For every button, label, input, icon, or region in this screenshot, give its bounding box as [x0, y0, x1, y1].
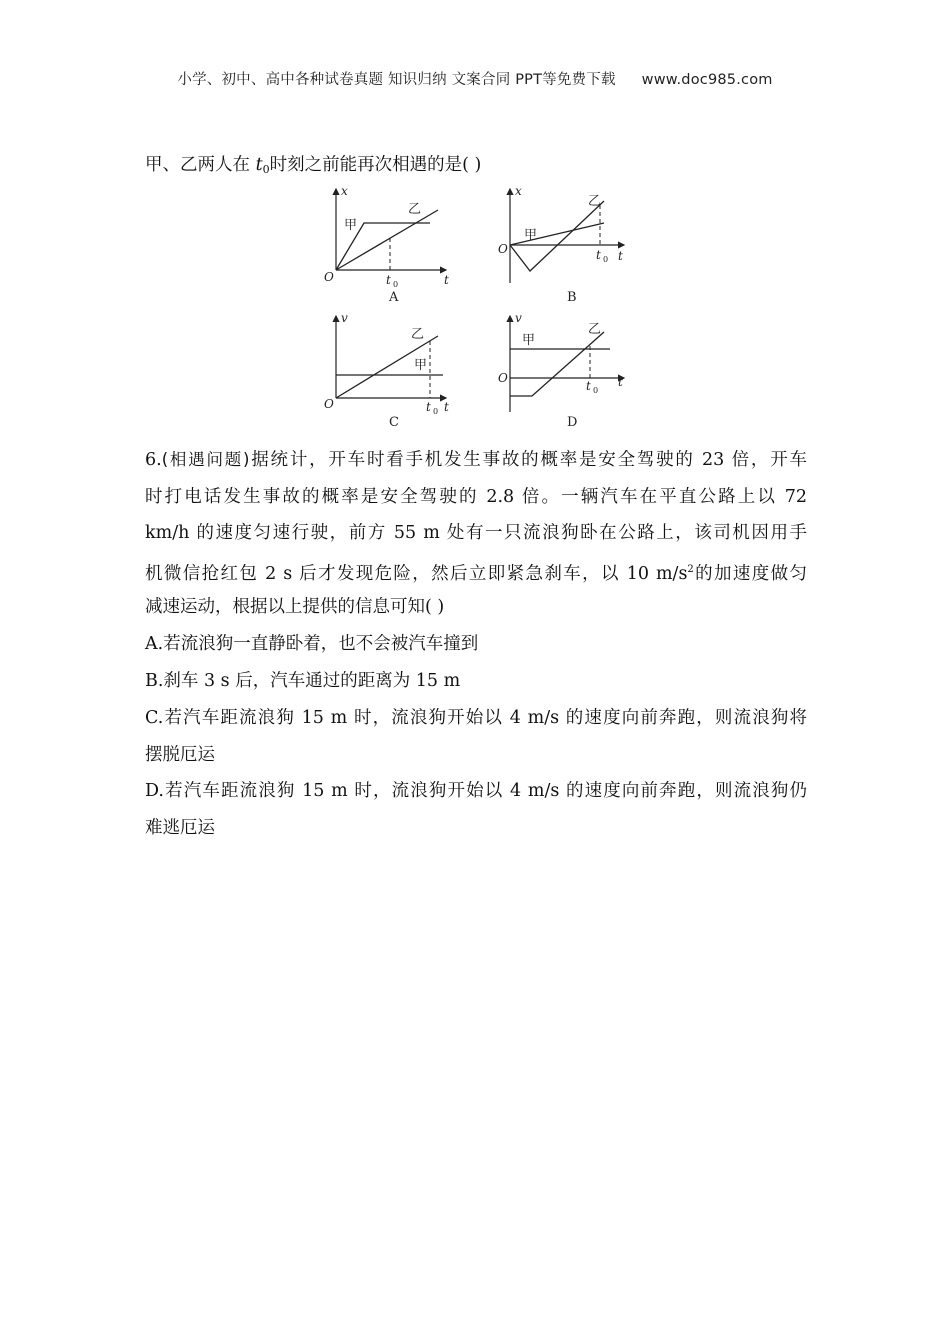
figure-a-x-label: x [341, 184, 348, 198]
q6-number: 6. [145, 450, 162, 470]
q6-line4-text-a: 机微信抢红包 2 s 后才发现危险，然后立即紧急刹车，以 10 m/s [145, 564, 688, 584]
figure-a [318, 183, 458, 308]
figure-d-t-label: t [618, 375, 623, 389]
figure-b-origin: O [498, 242, 508, 256]
figure-d [496, 310, 636, 435]
question-6-line-3: km/h 的速度匀速行驶，前方 55 m 处有一只流浪狗卧在公路上，该司机因用手 [145, 523, 807, 543]
figure-b-label-jia: 甲 [524, 228, 538, 243]
q6-line4-sup: 2 [687, 564, 694, 575]
figure-a-label-jia: 甲 [344, 218, 358, 233]
figure-c [318, 310, 458, 435]
page-header [0, 68, 950, 89]
figure-a-origin: O [324, 270, 334, 284]
figure-b-t0-label: t [596, 248, 601, 262]
q6-line4-text-b: 的加速度做匀 [693, 564, 807, 584]
header-text: 小学、初中、高中各种试卷真题 知识归纳 文案合同 PPT等免费下载 [177, 72, 616, 88]
question-6-line-4 [145, 558, 807, 586]
option-c-line-2: 摆脱厄运 [145, 745, 215, 765]
option-d-line-2: 难逃厄运 [145, 818, 215, 838]
figure-b-t0-sub: 0 [603, 255, 609, 264]
figure-c-label-yi: 乙 [411, 327, 425, 342]
q5-stem-text-b: 时刻之前能再次相遇的是( ) [269, 155, 482, 175]
figure-b-t-label: t [618, 249, 623, 263]
question-5-stem [145, 153, 807, 182]
figure-b-caption: B [567, 290, 577, 305]
q6-line1-text: 据统计，开车时看手机发生事故的概率是安全驾驶的 23 倍，开车 [249, 450, 807, 470]
option-a: A.若流浪狗一直静卧着，也不会被汽车撞到 [145, 634, 479, 654]
figure-c-caption: C [389, 415, 399, 430]
q5-stem-text-a: 甲、乙两人在 [145, 155, 256, 175]
q5-stem-t: t [255, 155, 263, 175]
q6-tag: (相遇问题) [161, 450, 250, 469]
question-6-line-5: 减速运动，根据以上提供的信息可知( ) [145, 597, 445, 617]
figure-d-label-jia: 甲 [522, 333, 536, 348]
figure-a-caption: A [389, 290, 399, 305]
figure-d-origin: O [498, 371, 508, 385]
figure-d-v-label: v [515, 311, 522, 325]
option-c-line-1: C.若汽车距流浪狗 15 m 时，流浪狗开始以 4 m/s 的速度向前奔跑，则流浪狗将 [145, 708, 807, 728]
figure-b-label-yi: 乙 [588, 194, 602, 209]
question-6-line-2: 时打电话发生事故的概率是安全驾驶的 2.8 倍。一辆汽车在平直公路上以 72 [145, 487, 807, 507]
figure-c-origin: O [324, 397, 334, 411]
figure-b-x-label: x [515, 184, 522, 198]
figure-c-t0-sub: 0 [433, 407, 439, 416]
header-site-link[interactable]: www.doc985.com [641, 72, 773, 88]
figure-d-t0-label: t [586, 379, 591, 393]
figure-a-t0-label: t [386, 273, 391, 287]
q5-stem-sub: 0 [262, 163, 270, 176]
figure-b [496, 183, 636, 308]
figure-d-caption: D [567, 415, 578, 430]
figure-a-t-label: t [444, 273, 449, 287]
option-d-line-1: D.若汽车距流浪狗 15 m 时，流浪狗开始以 4 m/s 的速度向前奔跑，则流浪狗仍 [145, 781, 807, 801]
figure-a-t0-sub: 0 [393, 280, 399, 289]
option-b: B.刹车 3 s 后，汽车通过的距离为 15 m [145, 671, 461, 691]
question-6-line-1 [145, 448, 807, 472]
figure-d-label-yi: 乙 [588, 322, 602, 337]
figure-d-t0-sub: 0 [593, 386, 599, 395]
figure-c-label-jia: 甲 [414, 358, 428, 373]
figure-a-label-yi: 乙 [408, 202, 422, 217]
figure-c-v-label: v [341, 311, 348, 325]
figure-c-t-label: t [444, 400, 449, 414]
figure-c-t0-label: t [426, 400, 431, 414]
